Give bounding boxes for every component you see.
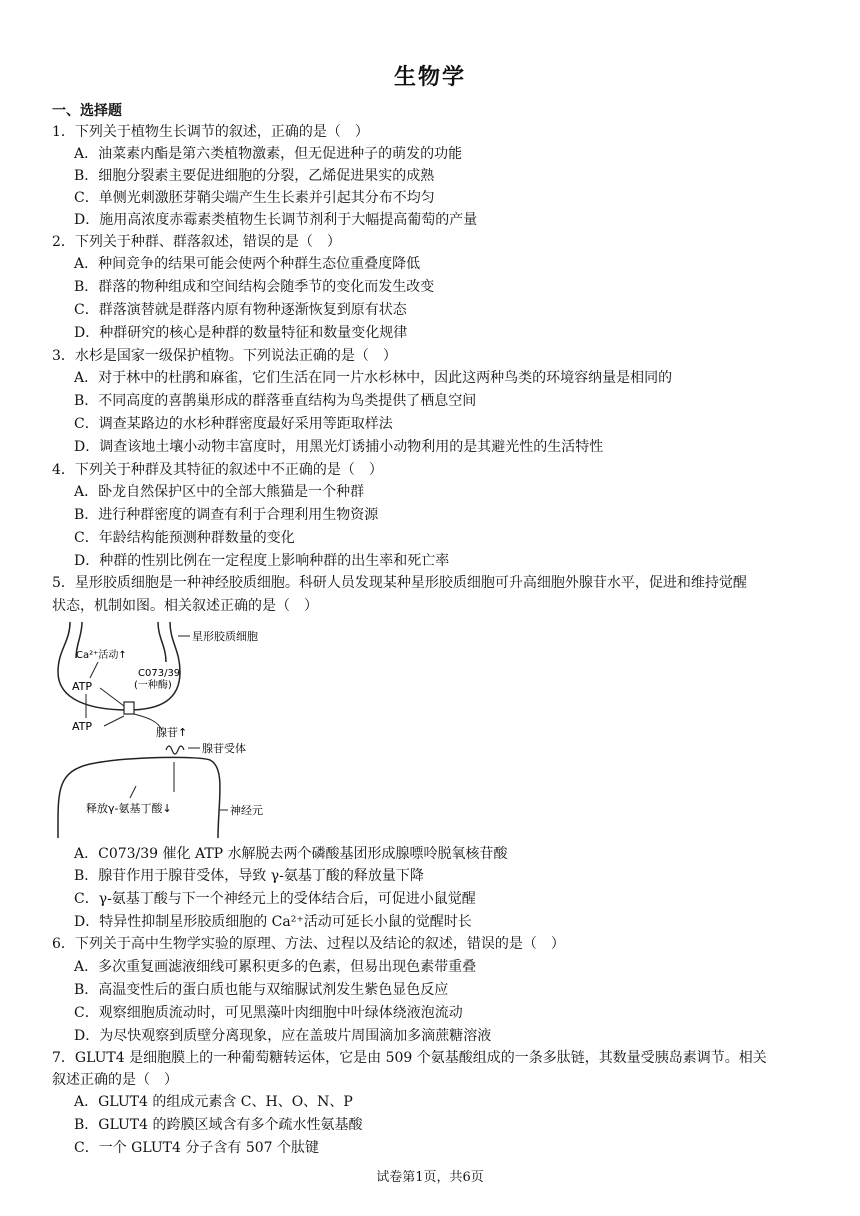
label-enzyme-type: (一种酶) — [134, 680, 172, 691]
label-atp-outer: ATP — [72, 720, 93, 733]
q4-option-a: A．卧龙自然保护区中的全部大熊猫是一个种群 — [74, 484, 365, 500]
q7-option-c: C．一个 GLUT4 分子含有 507 个肽键 — [74, 1140, 319, 1156]
q5-option-a: A．C073/39 催化 ATP 水解脱去两个磷酸基团形成腺嘌呤脱氧核苷酸 — [74, 846, 508, 862]
label-enzyme-name: C073/39 — [138, 668, 181, 679]
neuron-membrane — [58, 757, 220, 838]
question-6-stem: 6．下列关于高中生物学实验的原理、方法、过程以及结论的叙述，错误的是（ ） — [52, 936, 565, 952]
q6-option-c: C．观察细胞质流动时，可见黑藻叶肉细胞中叶绿体绕液泡流动 — [74, 1005, 463, 1021]
q1-option-a: A．油菜素内酯是第六类植物激素，但无促进种子的萌发的功能 — [74, 146, 463, 162]
question-5-stem-line1: 5．星形胶质细胞是一种神经胶质细胞。科研人员发现某种星形胶质细胞可升高细胞外腺苷水平，促进和维持觉醒 — [52, 575, 747, 591]
label-atp-inner: ATP — [72, 680, 93, 693]
mechanism-figure — [50, 622, 290, 838]
question-7-stem-line1: 7．GLUT4 是细胞膜上的一种葡萄糖转运体，它是由 509 个氨基酸组成的一条多肽链，其数量受胰岛素调节。相关 — [52, 1050, 767, 1066]
q1-option-c: C．单侧光刺激胚芽鞘尖端产生生长素并引起其分布不均匀 — [74, 190, 435, 206]
question-5-stem-line2: 状态，机制如图。相关叙述正确的是（ ） — [52, 598, 318, 614]
atp-to-enzyme-arrow — [100, 688, 124, 706]
q1-option-b: B．细胞分裂素主要促进细胞的分裂，乙烯促进果实的成熟 — [74, 168, 435, 184]
q4-option-d: D．种群的性别比例在一定程度上影响种群的出生率和死亡率 — [74, 553, 450, 569]
q3-option-d: D．调查该地土壤小动物丰富度时，用黑光灯诱捕小动物利用的是其避光性的生活特性 — [74, 439, 604, 455]
q2-option-d: D．种群研究的核心是种群的数量特征和数量变化规律 — [74, 325, 408, 341]
label-ca-activity: Ca²⁺活动↑ — [76, 650, 127, 661]
label-adenosine: 腺苷↑ — [156, 726, 188, 739]
section-heading: 一、选择题 — [52, 103, 122, 119]
q4-option-c: C．年龄结构能预测种群数量的变化 — [74, 530, 295, 546]
q5-option-c: C．γ-氨基丁酸与下一个神经元上的受体结合后，可促进小鼠觉醒 — [74, 891, 476, 907]
question-1-stem: 1．下列关于植物生长调节的叙述，正确的是（ ） — [52, 124, 369, 140]
q7-option-b: B．GLUT4 的跨膜区域含有多个疏水性氨基酸 — [74, 1117, 363, 1133]
label-neuron: 神经元 — [230, 804, 263, 817]
question-7-stem-line2: 叙述正确的是（ ） — [52, 1072, 178, 1088]
atp-outer-arrow — [104, 716, 124, 726]
q5-option-b: B．腺苷作用于腺苷受体，导致 γ-氨基丁酸的释放量下降 — [74, 868, 424, 884]
label-receptor: 腺苷受体 — [202, 742, 246, 755]
q6-option-b: B．高温变性后的蛋白质也能与双缩脲试剂发生紫色显色反应 — [74, 982, 449, 998]
q6-option-a: A．多次重复画滤液细线可累积更多的色素，但易出现色素带重叠 — [74, 959, 477, 975]
astrocyte-membrane — [58, 622, 180, 710]
q6-option-d: D．为尽快观察到质壁分离现象，应在盖玻片周围滴加多滴蔗糖溶液 — [74, 1028, 492, 1044]
page-footer: 试卷第1页，共6页 — [376, 1170, 484, 1185]
label-gaba: 释放γ-氨基丁酸↓ — [86, 802, 172, 815]
q3-option-c: C．调查某路边的水杉种群密度最好采用等距取样法 — [74, 416, 393, 432]
enzyme-channel-icon — [124, 702, 134, 714]
q3-option-a: A．对于林中的杜鹃和麻雀，它们生活在同一片水杉林中，因此这两种鸟类的环境容纳量是相同的 — [74, 370, 673, 386]
q1-option-d: D．施用高浓度赤霉素类植物生长调节剂利于大幅提高葡萄的产量 — [74, 212, 478, 228]
page-title: 生物学 — [393, 64, 466, 90]
q2-option-c: C．群落演替就是群落内原有物种逐渐恢复到原有状态 — [74, 302, 407, 318]
adenosine-receptor-icon — [166, 746, 184, 754]
question-2-stem: 2．下列关于种群、群落叙述，错误的是（ ） — [52, 234, 341, 250]
label-astrocyte: 星形胶质细胞 — [192, 630, 258, 643]
q5-option-d: D．特异性抑制星形胶质细胞的 Ca²⁺活动可延长小鼠的觉醒时长 — [74, 914, 472, 930]
q3-option-b: B．不同高度的喜鹊巢形成的群落垂直结构为鸟类提供了栖息空间 — [74, 393, 477, 409]
gaba-arrow — [130, 786, 136, 798]
ca-arrow — [90, 662, 98, 678]
q4-option-b: B．进行种群密度的调查有利于合理利用生物资源 — [74, 507, 379, 523]
question-3-stem: 3．水杉是国家一级保护植物。下列说法正确的是（ ） — [52, 348, 397, 364]
q2-option-a: A．种间竞争的结果可能会使两个种群生态位重叠度降低 — [74, 256, 421, 272]
q2-option-b: B．群落的物种组成和空间结构会随季节的变化而发生改变 — [74, 279, 435, 295]
question-4-stem: 4．下列关于种群及其特征的叙述中不正确的是（ ） — [52, 462, 383, 478]
q7-option-a: A．GLUT4 的组成元素含 C、H、O、N、P — [74, 1094, 353, 1110]
astrocyte-inner-edge-2 — [158, 622, 166, 662]
